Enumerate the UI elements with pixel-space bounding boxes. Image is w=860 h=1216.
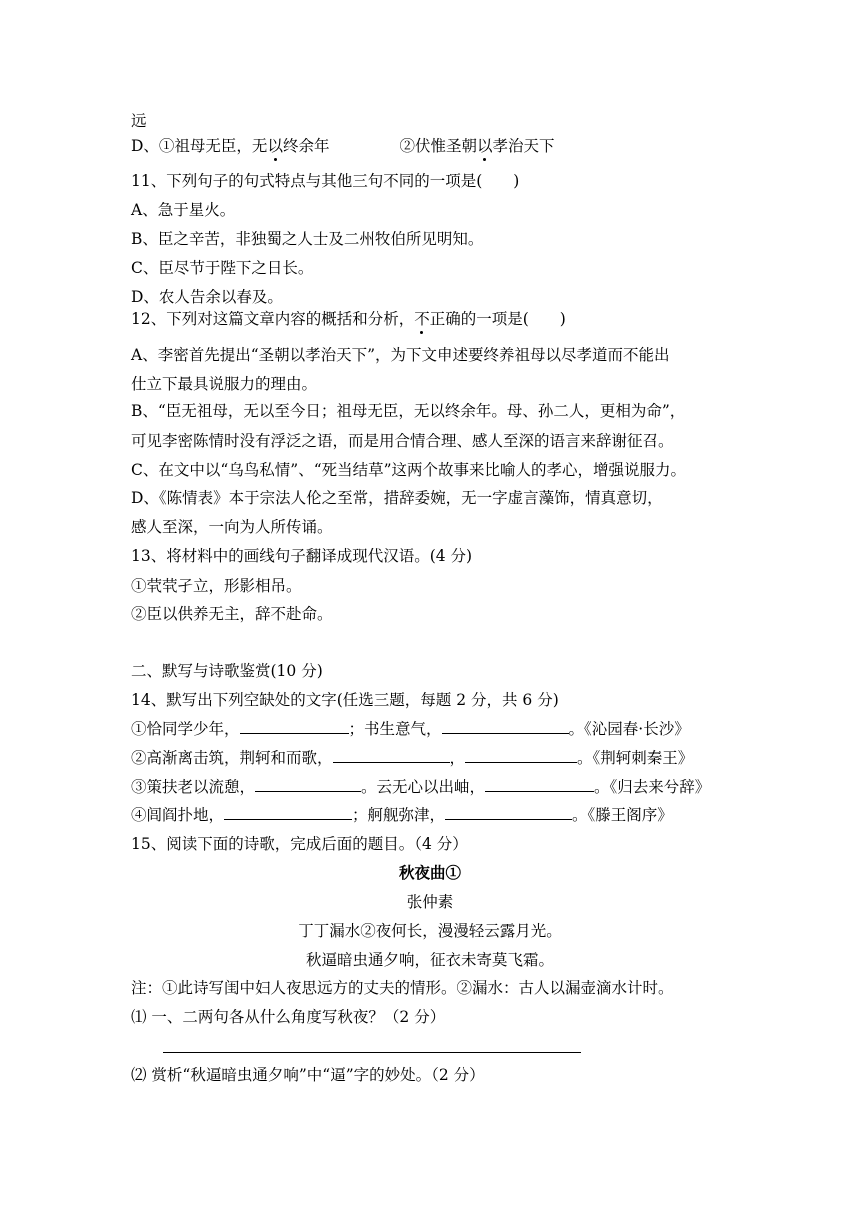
q11-option-c: C、臣尽节于陛下之日长。	[131, 259, 314, 277]
q14-stem: 14、默写出下列空缺处的文字(任选三题，每题 2 分，共 6 分)	[131, 691, 559, 709]
q12-option-c: C、在文中以“乌鸟私情”、“死当结草”这两个故事来比喻人的孝心，增强说服力。	[131, 461, 687, 479]
q11-option-b: B、臣之辛苦，非独蜀之人士及二州牧伯所见明知。	[131, 230, 484, 248]
poem-note: 注：①此诗写闺中妇人夜思远方的丈夫的情形。②漏水：古人以漏壶滴水计时。	[131, 979, 674, 997]
poem-title: 秋夜曲①	[398, 863, 461, 882]
q11-option-a: A、急于星火。	[131, 201, 236, 219]
fill-blank[interactable]	[240, 719, 349, 734]
q12-option-d-line2: 感人至深，一向为人所传诵。	[131, 518, 333, 536]
q13-sentence-2: ②臣以供养无主，辞不赴命。	[131, 605, 333, 623]
fill-blank[interactable]	[224, 805, 352, 820]
q10-option-d-line: D、①祖母无臣，无以终余年 ②伏惟圣朝以孝治天下	[131, 137, 555, 155]
fill-blank[interactable]	[255, 777, 361, 792]
answer-line[interactable]	[163, 1052, 581, 1053]
q12-option-b-line2: 可见李密陈情时没有浮泛之语，而是用合情合理、感人至深的语言来辞谢征召。	[131, 432, 674, 450]
q14-row-1: ①恰同学少年， ；书生意气， 。《沁园春·长沙》	[131, 720, 690, 738]
q12-stem: 12、下列对这篇文章内容的概括和分析，不正确的一项是( )	[131, 310, 566, 328]
fill-blank[interactable]	[333, 748, 450, 763]
fill-blank[interactable]	[465, 748, 577, 763]
q15-sub-question-1: ⑴ 一、二两句各从什么角度写秋夜？（2 分）	[131, 1008, 446, 1026]
poem-line-2: 秋逼暗虫通夕响，征衣未寄莫飞霜。	[305, 951, 554, 969]
q13-stem: 13、将材料中的画线句子翻译成现代汉语。(4 分)	[131, 547, 473, 565]
poem-line-1: 丁丁漏水②夜何长，漫漫轻云露月光。	[298, 922, 562, 940]
section-2-heading: 二、默写与诗歌鉴赏(10 分)	[131, 662, 323, 680]
emphasis-dot-char: 以	[267, 137, 283, 155]
emphasis-dot-char: 不	[414, 310, 430, 328]
q14-row-4: ④闾阎扑地， ；舸舰弥津， 。《滕王阁序》	[131, 806, 673, 824]
q12-option-d-line1: D、《陈情表》本于宗法人伦之至常，措辞委婉，无一字虚言藻饰，情真意切，	[131, 489, 663, 507]
fill-blank[interactable]	[445, 805, 572, 820]
fill-blank[interactable]	[442, 719, 569, 734]
q14-row-3: ③策扶老以流憩， 。云无心以出岫， 。《归去来兮辞》	[131, 778, 711, 796]
q11-stem: 11、下列句子的句式特点与其他三句不同的一项是( )	[131, 172, 520, 190]
q11-option-d: D、农人告余以春及。	[131, 288, 283, 306]
q15-sub-question-2: ⑵ 赏析“秋逼暗虫通夕响”中“逼”字的妙处。（2 分）	[131, 1066, 485, 1084]
q15-stem: 15、阅读下面的诗歌，完成后面的题目。（4 分）	[131, 835, 468, 853]
q12-option-a-line1: A、李密首先提出“圣朝以孝治天下”，为下文申述要终养祖母以尽孝道而不能出	[131, 346, 670, 364]
q13-sentence-1: ①茕茕孑立，形影相吊。	[131, 577, 302, 595]
poem-author: 张仲素	[406, 893, 454, 911]
q14-row-2: ②高渐离击筑，荆轲和而歌， ， 。《荆轲刺秦王》	[131, 749, 694, 767]
emphasis-dot-char: 以	[476, 137, 493, 155]
q12-option-a-line2: 仕立下最具说服力的理由。	[131, 375, 318, 393]
q12-option-b-line1: B、“臣无祖母，无以至今日；祖母无臣，无以终余年。母、孙二人，更相为命”，	[131, 402, 686, 420]
carry-over-text: 远	[131, 112, 147, 130]
fill-blank[interactable]	[485, 777, 594, 792]
